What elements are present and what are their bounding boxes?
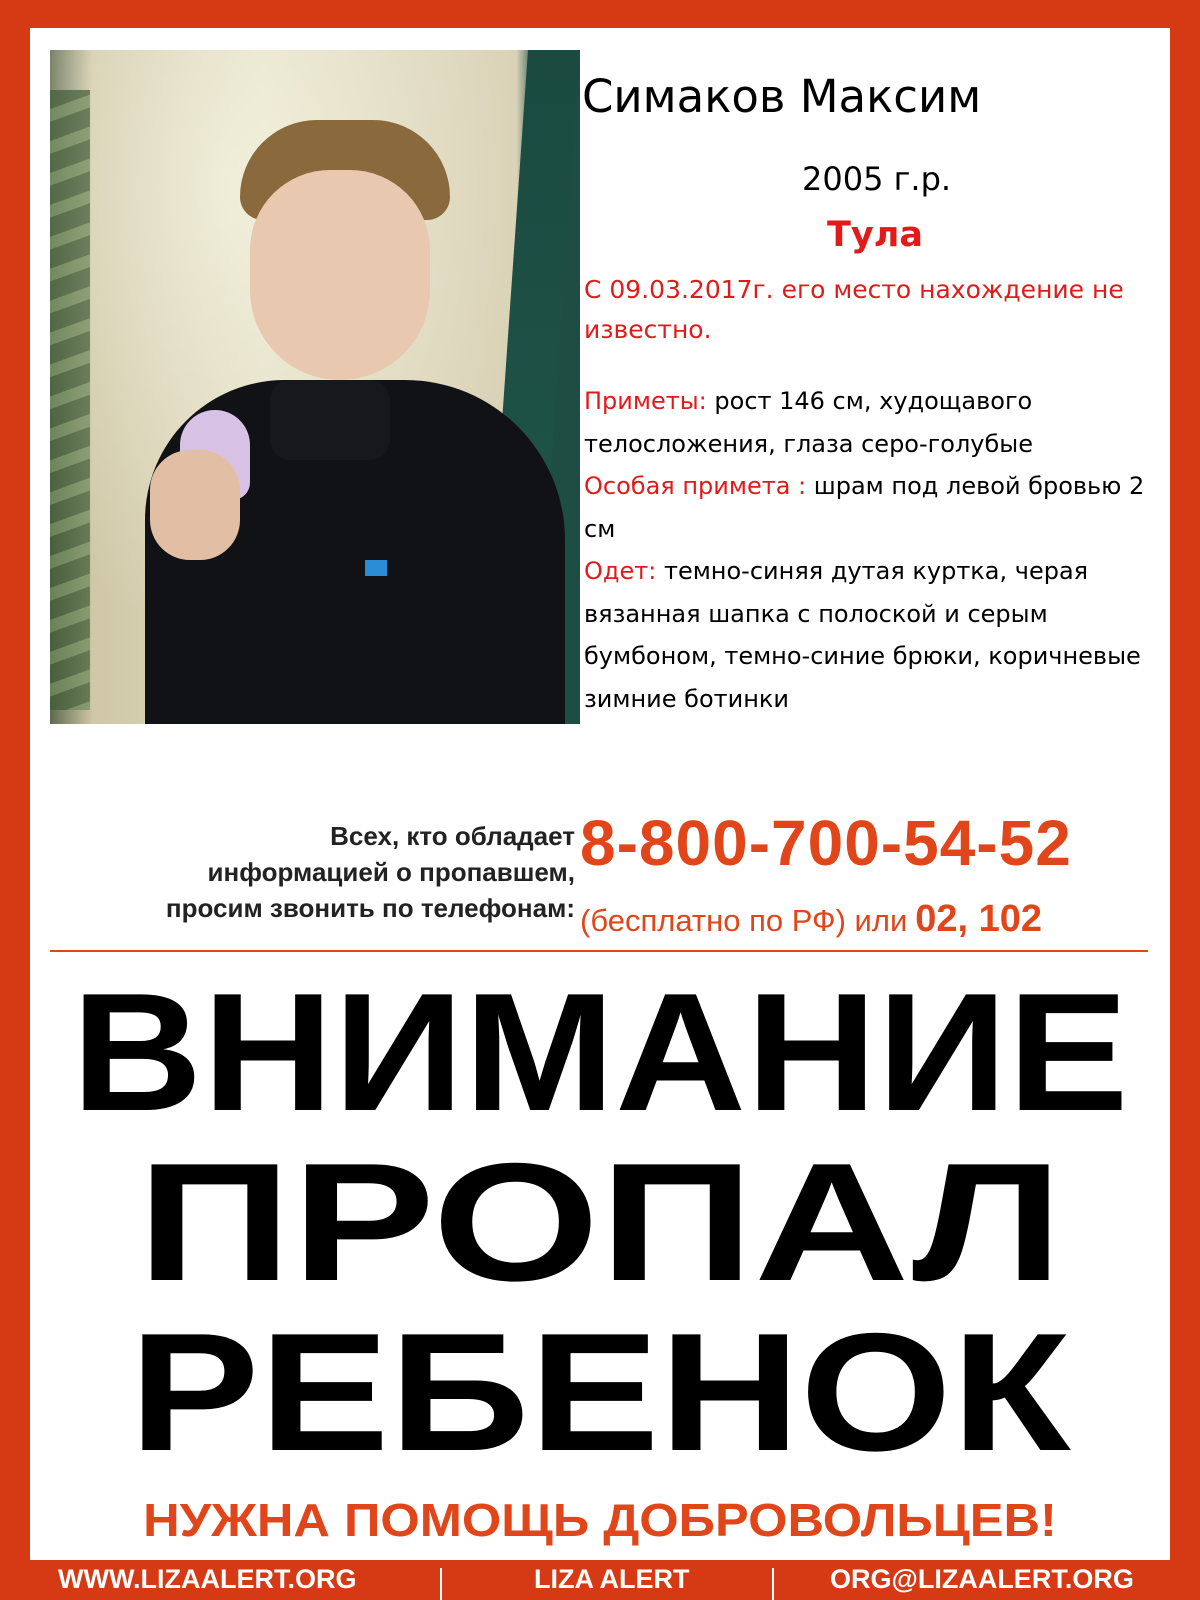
contact-line-2: информацией о пропавшем, xyxy=(207,857,575,887)
divider xyxy=(50,950,1148,952)
footer-email-link[interactable]: ORG@LIZAALERT.ORG xyxy=(830,1564,1134,1594)
description xyxy=(584,380,1159,720)
poster-sheet xyxy=(30,28,1170,1560)
footer-separator xyxy=(440,1568,442,1600)
headline-child: РЕБЕНОК xyxy=(129,1298,1071,1486)
headline-attention: ВНИМАНИЕ xyxy=(71,958,1129,1146)
birth-year: 2005 г.р. xyxy=(802,160,952,198)
clothes-text: темно-синяя дутая куртка, черая вязанная шапка с полоской и серым бумбоном, темно-синие брюки, коричневые зимние ботинки xyxy=(584,557,1141,713)
missing-person-photo xyxy=(50,50,580,724)
special-sign-text: шрам под левой бровью 2 см xyxy=(584,472,1145,543)
footer-separator xyxy=(772,1568,774,1600)
signs-label: Приметы: xyxy=(584,387,707,415)
footer-org-name: LIZA ALERT xyxy=(534,1564,690,1594)
contact-line-3: просим звонить по телефонам: xyxy=(165,893,575,923)
photo-christmas-tree xyxy=(50,90,90,710)
clothes-label: Одет: xyxy=(584,557,657,585)
footer-website-link[interactable]: WWW.LIZAALERT.ORG xyxy=(58,1564,357,1594)
special-sign-label: Особая примета : xyxy=(584,472,807,500)
phone-note xyxy=(580,898,1042,941)
photo-jacket-logo xyxy=(365,560,387,576)
contact-line-1: Всех, кто обладает xyxy=(330,821,575,851)
person-name: Симаков Максим xyxy=(582,70,982,123)
headline-missing: ПРОПАЛ xyxy=(137,1128,1063,1316)
missing-since: С 09.03.2017г. его место нахождение не известно. xyxy=(584,275,1124,344)
phone-note-text: (бесплатно по РФ) или xyxy=(580,903,908,938)
photo-hand xyxy=(150,450,240,560)
hotline-phone[interactable]: 8-800-700-54-52 xyxy=(580,807,1072,879)
photo-collar xyxy=(270,380,390,460)
signs-text: рост 146 см, худощавого телосложения, глаза серо-голубые xyxy=(584,387,1034,458)
footer-bar xyxy=(0,1562,1200,1600)
alt-phone-numbers[interactable]: 02, 102 xyxy=(915,898,1043,940)
contact-request xyxy=(70,818,575,926)
photo-face xyxy=(250,170,430,380)
city: Тула xyxy=(827,215,923,255)
volunteers-needed: НУЖНА ПОМОЩЬ ДОБРОВОЛЬЦЕВ! xyxy=(143,1494,1057,1546)
